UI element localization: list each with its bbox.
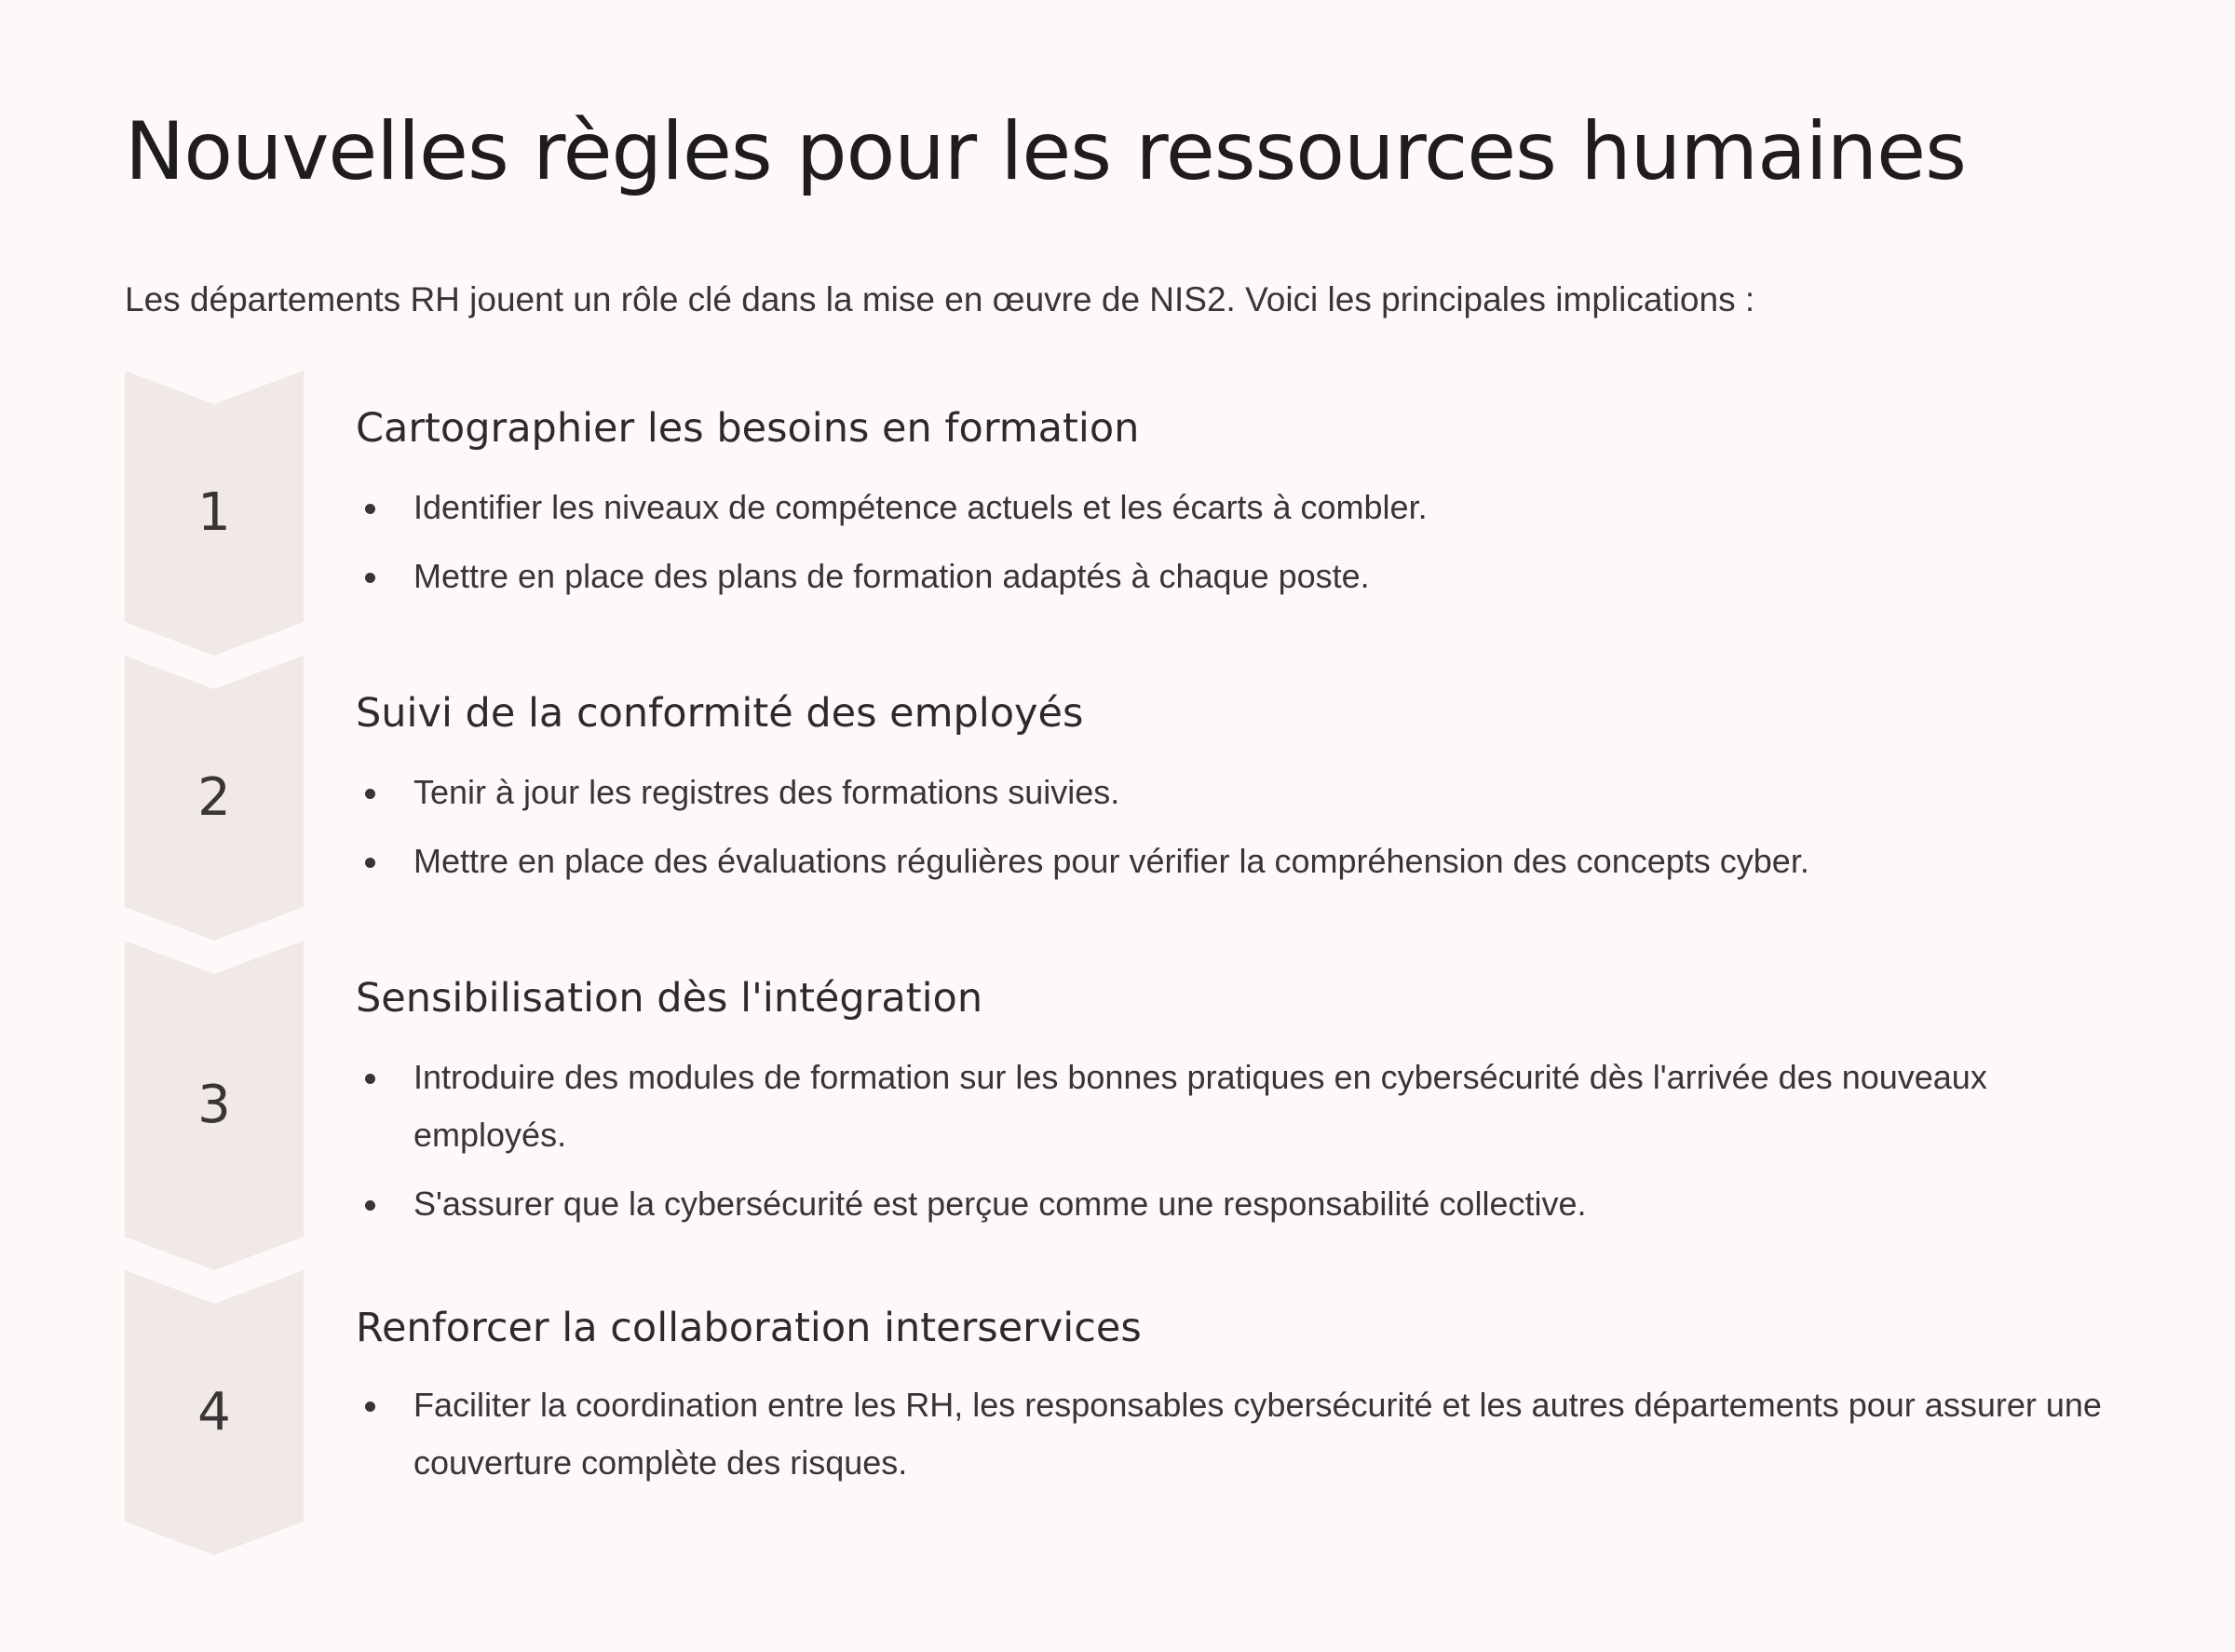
bullet-item: S'assurer que la cybersécurité est perçue comme une responsabilité collective. xyxy=(356,1175,2125,1233)
bullet-item: Identifier les niveaux de compétence actuels et les écarts à combler. xyxy=(356,479,2125,536)
bullet-list xyxy=(356,1376,2125,1503)
bullet-list xyxy=(356,479,2125,616)
step-number: 1 xyxy=(197,482,231,543)
step-heading: Suivi de la conformité des employés xyxy=(356,690,1084,737)
bullet-item: Tenir à jour les registres des formations suivies. xyxy=(356,764,2125,821)
bullet-item: Introduire des modules de formation sur les bonnes pratiques en cybersécurité dès l'arrivée des nouveaux employés. xyxy=(356,1049,2125,1164)
bullet-item: Faciliter la coordination entre les RH, les responsables cybersécurité et les autres départements pour assurer une couverture complète des risques. xyxy=(356,1376,2125,1492)
step-number: 2 xyxy=(197,767,231,828)
step-number: 3 xyxy=(197,1075,231,1135)
bullet-list xyxy=(356,1049,2125,1244)
step-heading: Renforcer la collaboration interservices xyxy=(356,1305,1142,1351)
step-heading: Cartographier les besoins en formation xyxy=(356,405,1140,452)
page-title: Nouvelles règles pour les ressources humaines xyxy=(125,105,1966,198)
bullet-item: Mettre en place des évaluations régulières pour vérifier la compréhension des concepts cyber. xyxy=(356,833,2125,890)
step-number: 4 xyxy=(197,1382,231,1442)
bullet-list xyxy=(356,764,2125,901)
intro-text: Les départements RH jouent un rôle clé dans la mise en œuvre de NIS2. Voici les principales implications : xyxy=(125,280,1755,318)
bullet-item: Mettre en place des plans de formation adaptés à chaque poste. xyxy=(356,548,2125,605)
step-heading: Sensibilisation dès l'intégration xyxy=(356,975,983,1022)
